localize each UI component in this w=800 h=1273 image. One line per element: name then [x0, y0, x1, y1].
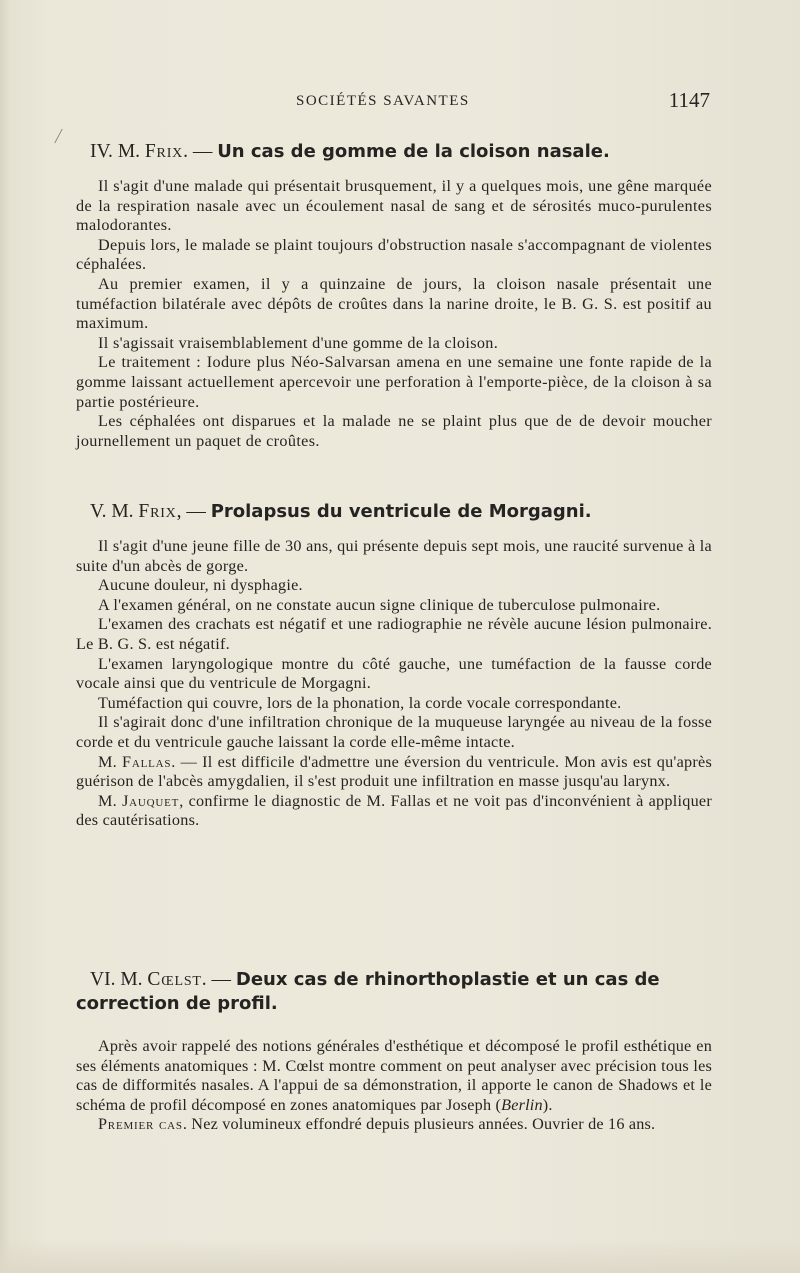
paragraph: A l'examen général, on ne constate aucun signe clinique de tuberculose pulmonaire. — [98, 595, 661, 614]
paragraph: Il s'agissait vraisemblablement d'une gomme de la cloison. — [98, 333, 499, 352]
paragraph: L'examen des crachats est négatif et une radiographie ne révèle aucune lésion pulmonaire. Le B. G. S. est négatif. — [76, 615, 712, 653]
remark-text: . — Il est difficile d'admettre une éversion du ventricule. Mon avis est qu'après guérison de l'abcès amygdalien, il s'est produit une infiltration en masse jusqu'au larynx. — [76, 752, 712, 791]
paragraph: Depuis lors, le malade se plaint toujours d'obstruction nasale s'accompagnant de violentes céphalées. — [76, 235, 712, 274]
paragraph-italic: Berlin — [501, 1095, 543, 1114]
paragraph — [76, 1037, 712, 1115]
speaker-name: Cœlst — [147, 969, 202, 990]
section-iv — [76, 140, 712, 451]
paragraph: Aucune douleur, ni dysphagie. — [98, 576, 303, 595]
remark-text: , confirme le diagnostic de M. Fallas et ne voit pas d'inconvénient à appliquer des cautérisations. — [76, 791, 713, 830]
speaker-prefix: M. — [120, 969, 143, 990]
paragraph-end: ). — [542, 1095, 553, 1114]
paragraph: Il s'agit d'une jeune fille de 30 ans, qui présente depuis sept mois, une raucité survenue à la suite d'un abcès de gorge. — [76, 537, 712, 575]
case-label: Premier cas — [98, 1115, 183, 1134]
remark-prefix: M. — [98, 752, 117, 771]
speaker-prefix: M. — [111, 501, 134, 522]
remark-prefix: M. — [98, 791, 117, 810]
section-body — [76, 177, 712, 451]
speaker-name: Frix — [144, 141, 184, 162]
remark-paragraph — [76, 753, 712, 792]
speaker-name: Frix — [138, 501, 177, 522]
section-title: Deux cas de rhinorthoplastie et un cas de correction de profil. — [76, 969, 660, 1014]
section-title: Un cas de gomme de la cloison nasale. — [217, 141, 610, 162]
heading-separator: . — — [201, 969, 232, 990]
paragraph: Il s'agit d'une malade qui présentait brusquement, il y a quelques mois, une gêne marquée de la respiration nasale avec un écoulement nasal de sang et de sérosités muco-purulentes malodorantes. — [76, 177, 712, 235]
section-title: Prolapsus du ventricule de Morgagni. — [210, 501, 592, 522]
paragraph: Tuméfaction qui couvre, lors de la phonation, la corde vocale correspondante. — [98, 693, 622, 712]
page-header — [76, 88, 716, 118]
speaker-prefix: M. — [117, 141, 141, 162]
remark-paragraph — [76, 792, 712, 831]
scan-shadow-bottom — [0, 1239, 800, 1273]
case-text: . Nez volumineux effondré depuis plusieurs années. Ouvrier de 16 ans. — [182, 1115, 656, 1134]
case-paragraph — [76, 1115, 712, 1135]
section-number: VI. — [90, 969, 116, 990]
paragraph: Les céphalées ont disparues et la malade ne se plaint plus que de de devoir moucher journellement un paquet de croûtes. — [76, 412, 712, 450]
heading-separator: , — — [176, 501, 206, 522]
section-vi — [76, 968, 712, 1135]
remark-speaker: Jauquet — [122, 791, 180, 810]
paragraph: Au premier examen, il y a quinzaine de jours, la cloison nasale présentait une tuméfaction bilatérale avec dépôts de croûtes dans la narine droite, le B. G. S. est positif au maximum. — [76, 274, 712, 333]
section-body — [76, 537, 712, 831]
paragraph: L'examen laryngologique montre du côté gauche, une tuméfaction de la fausse corde vocale ainsi que du ventricule de Morgagni. — [76, 654, 712, 693]
section-heading — [76, 500, 712, 524]
remark-speaker: Fallas — [122, 752, 172, 771]
section-body — [76, 1037, 712, 1135]
paragraph-text: Après avoir rappelé des notions générales d'esthétique et décomposé le profil esthétique en ses éléments anatomiques : M. Cœlst montre comment on peut analyser avec précision tous les cas de difformités nasales. A l'appui de sa démonstration, il apporte le canon de Shadows et le schéma de profil décomposé en zones anatomiques par Joseph ( — [76, 1037, 712, 1114]
section-number: V. — [90, 501, 107, 522]
page-number: 1147 — [668, 88, 710, 112]
section-v — [76, 500, 712, 831]
section-heading — [76, 140, 712, 164]
scan-shadow-left — [0, 0, 10, 1273]
paragraph: Il s'agirait donc d'une infiltration chronique de la muqueuse laryngée au niveau de la fosse corde et du ventricule gauche laissant la corde elle-même intacte. — [76, 713, 712, 751]
pencil-mark — [54, 129, 62, 144]
section-heading — [76, 968, 712, 1016]
heading-separator: . — — [183, 141, 213, 162]
paragraph: Le traitement : Iodure plus Néo-Salvarsan amena en une semaine une fonte rapide de la gomme laissant actuellement apercevoir une perforation à l'emporte-pièce, de la cloison à sa partie postérieure. — [76, 353, 712, 411]
section-number: IV. — [90, 141, 113, 162]
running-head: SOCIÉTÉS SAVANTES — [296, 93, 470, 109]
